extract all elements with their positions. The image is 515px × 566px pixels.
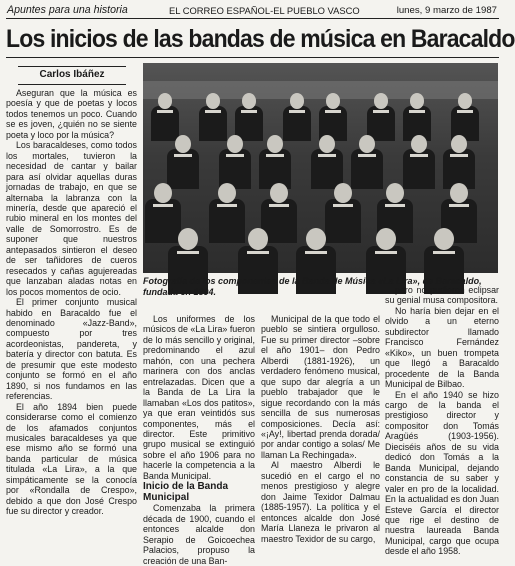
band-member-face — [175, 135, 191, 153]
publication-date: lunes, 9 marzo de 1987 — [396, 5, 497, 16]
band-member-face — [434, 228, 454, 250]
uniform-collar — [373, 110, 389, 113]
band-member-face — [319, 135, 335, 153]
uniform-collar — [325, 110, 341, 113]
uniform-collar — [375, 251, 397, 254]
band-member-face — [248, 228, 268, 250]
article-column-1 — [6, 88, 137, 517]
article-column-2 — [143, 314, 255, 566]
uniform-collar — [385, 204, 405, 207]
band-member-face — [450, 183, 468, 203]
band-member-face — [290, 93, 304, 109]
band-member-face — [218, 183, 236, 203]
uniform-collar — [157, 110, 173, 113]
article-column-4 — [385, 285, 499, 557]
band-member-face — [267, 135, 283, 153]
band-photograph — [143, 63, 498, 273]
uniform-collar — [318, 154, 336, 157]
header-rule — [6, 18, 499, 19]
paragraph: No haría bien dejar en el olvido a un eterno subdirector llamado Francisco Fernández «Kiko», un buen trompeta que llegó a Baracaldo procedente de la Banda Municipal de Bilbao. — [385, 305, 499, 390]
uniform-collar — [289, 110, 305, 113]
section-title: Apuntes para una historia — [7, 4, 128, 16]
band-member-face — [270, 183, 288, 203]
uniform-collar — [457, 110, 473, 113]
newspaper-name: EL CORREO ESPAÑOL-EL PUEBLO VASCO — [169, 5, 360, 16]
uniform-collar — [205, 110, 221, 113]
uniform-collar — [449, 204, 469, 207]
headline-rule — [6, 57, 499, 58]
band-member-face — [386, 183, 404, 203]
band-member-face — [334, 183, 352, 203]
band-member-face — [306, 228, 326, 250]
paragraph: En el año 1940 se hizo cargo de la banda el prestigioso director y compositor don Tomás Aragüés (1903-1956). Dieciséis años de su vida dedicó don Tomás a la Banda Municipal, dejando constancia de su saber y valer en pro de la localidad. En la actualidad es don Juan Esteve García el director que rige el destino de nuestra laureada Banda Municipal, cargo que ocupa desde el año 1958. — [385, 389, 499, 557]
band-member-face — [374, 93, 388, 109]
uniform-collar — [450, 154, 468, 157]
uniform-collar — [409, 110, 425, 113]
uniform-collar — [174, 154, 192, 157]
byline: Carlos Ibáñez — [39, 69, 105, 80]
uniform-collar — [269, 204, 289, 207]
uniform-collar — [247, 251, 269, 254]
uniform-collar — [433, 251, 455, 254]
band-member-face — [411, 135, 427, 153]
headline: Los inicios de las bandas de música en Baracaldo — [6, 25, 515, 53]
paragraph: Los uniformes de los músicos de «La Lira» fueron de lo más sencillo y original, predominando el azul mahón, con una pechera marinera con dos anclas entrelazadas. Dicen que a la Banda de La Lira la llamaban «Los dos patitos», ya que eran veintidós sus componentes, más el director. Este primitivo grupo musical se extinguió sobre el año 1906 para no hacerle la competencia a la Banda Municipal. — [143, 314, 255, 481]
band-member-face — [359, 135, 375, 153]
paragraph: Municipal de la que todo el pueblo se sintiera orgulloso. Fue su primer director –sobre el año 1901– don Pedro Alberdi (1881-1926), un verdadero fenómeno musical, que supo dar alegría a un pueblo trabajador que le sigue recordando con la más sencilla de sus numerosas composiciones. Decía así: «¡Ay!, libertad prenda dorada/ por andar contigo a solas/ Me llaman La Rechingada». — [261, 314, 380, 460]
paragraph: Aseguran que la música es poesía y que de poetas y locos todos tenemos un poco. Cuando se es joven, ¿quién no se siente poeta y loco por la música? — [6, 88, 137, 140]
band-member-face — [242, 93, 256, 109]
band-member-face — [451, 135, 467, 153]
band-member-face — [326, 93, 340, 109]
uniform-collar — [177, 251, 199, 254]
uniform-collar — [266, 154, 284, 157]
uniform-collar — [153, 204, 173, 207]
subheading: Inicio de la Banda Municipal — [143, 481, 229, 504]
photo-background-shelf — [143, 81, 498, 99]
uniform-collar — [241, 110, 257, 113]
byline-box — [18, 66, 126, 85]
uniform-collar — [305, 251, 327, 254]
photo-caption: Fotografía de los componentes de la Banda de Música «La Lira», de Baracaldo, fundada en 1894. — [143, 276, 482, 297]
paragraph: El primer conjunto musical habido en Baracaldo fue el denominado «Jazz-Band», compuesto por tres acordeonistas, pandereta, y batería y director con batuta. Es de presumir que este modesto conjunto se formó en el año 1890, si nos fundamos en las referencias. — [6, 297, 137, 402]
band-member-face — [376, 228, 396, 250]
band-member-face — [458, 93, 472, 109]
band-member-face — [227, 135, 243, 153]
band-member-face — [154, 183, 172, 203]
uniform-collar — [410, 154, 428, 157]
uniform-collar — [217, 204, 237, 207]
uniform-collar — [358, 154, 376, 157]
band-member-face — [410, 93, 424, 109]
paragraph: Comenzaba la primera década de 1900, cuando el entonces alcalde don Serapio de Goicoechea Palacios, propuso la creación de una Ban- — [143, 503, 255, 566]
uniform-collar — [226, 154, 244, 157]
uniform-collar — [333, 204, 353, 207]
paragraph: El año 1894 bien puede considerarse como el comienzo de los afamados conjuntos musicales baracaldeses ya que ese mismo año se formó una banda particular de música titulada «La Lira», a la que simpáticamente se la conocía por «Rondalla de Crespo», debido a que don José Crespo fue su director y creador. — [6, 401, 137, 517]
paragraph: pero no pudieron eclipsar su genial musa compositora. — [385, 285, 499, 306]
band-member-face — [178, 228, 198, 250]
band-member-face — [158, 93, 172, 109]
band-member-face — [206, 93, 220, 109]
article-column-3 — [261, 314, 380, 544]
paragraph: Los baracaldeses, como todos los mortales, tuvieron la necesidad de cantar y bailar para así olvidar aquellas duras jornadas de trabajo, en que se alternaba la labranza con la minería, desde que apareció el rubio mineral en los montes del valle de Somorrostro. Es de suponer que nuestros antepasados sintieron el deseo de ser tañidores de cueros resecados y cañas agujereadas que lanzaban aladas notas en los pocos momentos de ocio. — [6, 140, 137, 297]
paragraph: Al maestro Alberdi le sucedió en el cargo el no menos prestigioso y alegre don Jaime Texidor Dalmau (1885-1957). La política y el entonces alcalde don José María Llaneza le privaron al maestro Texidor de su cargo, — [261, 460, 380, 544]
